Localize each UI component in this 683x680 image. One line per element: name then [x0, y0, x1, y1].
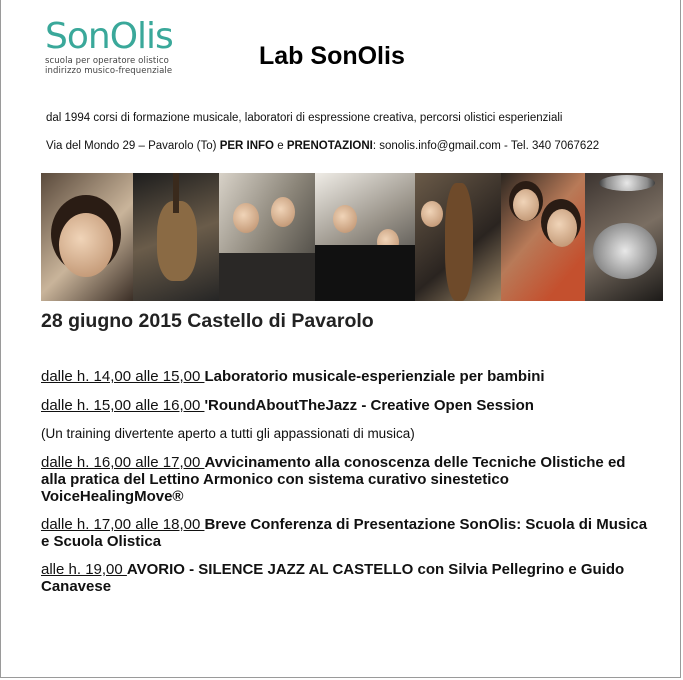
contact-line — [46, 140, 599, 152]
schedule-item — [41, 516, 651, 550]
photo-panel-players — [219, 173, 315, 301]
photo-panel-singer — [41, 173, 133, 301]
event-schedule — [41, 368, 651, 595]
photo-panel-drums — [585, 173, 663, 301]
page-title: Lab SonOlis — [259, 42, 405, 70]
photo-panel-guitar — [133, 173, 219, 301]
schedule-item — [41, 454, 651, 505]
schedule-time: dalle h. 15,00 alle 16,00 — [41, 397, 205, 414]
photo-panel-bass — [415, 173, 501, 301]
schedule-note: (Un training divertente aperto a tutti gli appassionati di musica) — [41, 426, 415, 441]
schedule-title: AVORIO - SILENCE JAZZ AL CASTELLO con Silvia Pellegrino e Guido Canavese — [41, 561, 625, 595]
event-date-heading: 28 giugno 2015 Castello di Pavarolo — [41, 310, 374, 332]
schedule-title: 'RoundAboutTheJazz - Creative Open Session — [204, 397, 534, 414]
schedule-title: Breve Conferenza di Presentazione SonOlis: Scuola di Musica e Scuola Olistica — [41, 516, 648, 550]
phone: - Tel. 340 7067622 — [500, 140, 600, 152]
logo-subtitle-1: scuola per operatore olistico — [45, 56, 169, 66]
photo-panel-piano — [315, 173, 415, 301]
schedule-item — [41, 397, 651, 414]
photo-panel-singers — [501, 173, 585, 301]
schedule-item — [41, 561, 651, 595]
email: : sonolis.info@gmail.com — [372, 140, 501, 152]
info-label: PER INFO — [219, 140, 274, 152]
schedule-title: Avvicinamento alla conoscenza delle Tecniche Olistiche ed alla pratica del Lettino Armonico con sistema curativo sinestetico VoiceHealingMove® — [41, 454, 626, 505]
schedule-time: dalle h. 14,00 alle 15,00 — [41, 368, 205, 385]
logo-subtitle-2: indirizzo musico-frequenziale — [45, 66, 173, 76]
schedule-item — [41, 368, 651, 385]
schedule-time: dalle h. 17,00 alle 18,00 — [41, 516, 205, 533]
tagline: dal 1994 corsi di formazione musicale, laboratori di espressione creativa, percorsi olistici esperienziali — [46, 112, 563, 124]
booking-label: PRENOTAZIONI — [286, 140, 373, 152]
and-word: e — [277, 140, 284, 152]
schedule-title: Laboratorio musicale-esperienziale per bambini — [204, 368, 545, 385]
sonolis-logo — [45, 18, 173, 76]
musicians-photo-collage — [41, 173, 663, 301]
schedule-time: dalle h. 16,00 alle 17,00 — [41, 454, 205, 471]
logo-wordmark: SonOlis — [45, 16, 173, 57]
address: Via del Mondo 29 – Pavarolo (To) — [46, 140, 217, 152]
schedule-time: alle h. 19,00 — [41, 561, 127, 578]
